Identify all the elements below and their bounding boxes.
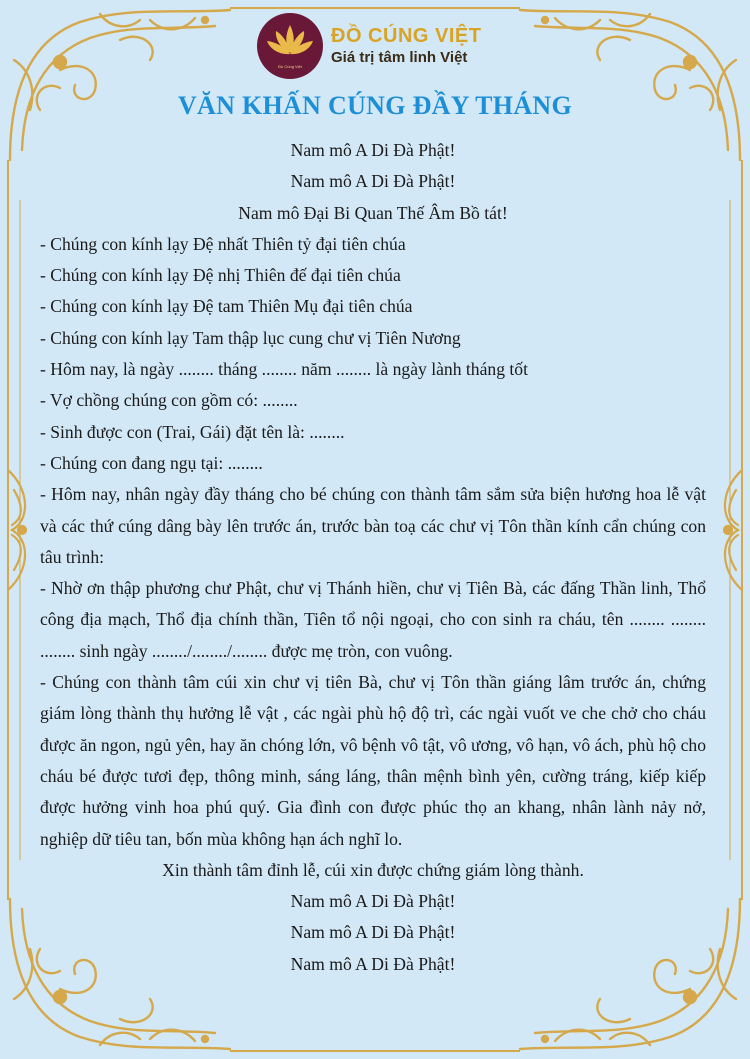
prayer-line: - Vợ chồng chúng con gồm có: ........	[40, 390, 298, 411]
prayer-line: - Chúng con đang ngụ tại: ........	[40, 452, 263, 473]
opening-line: Nam mô A Di Đà Phật!	[290, 171, 456, 192]
brand-name: ĐỒ CÚNG VIỆT	[331, 25, 482, 47]
prayer-paragraph: - Hôm nay, nhân ngày đầy tháng cho bé chúng con thành tâm sắm sửa biện hương hoa lễ vật và các thứ cúng dâng bày lên trước án, trước bàn toạ các chư vị Tôn thần kính cẩn chúng con tâu trình:	[40, 484, 706, 567]
brand-tagline: Giá trị tâm linh Việt	[331, 49, 468, 66]
prayer-line: - Chúng con kính lạy Đệ tam Thiên Mụ đại tiên chúa	[40, 296, 413, 317]
closing-line: Nam mô A Di Đà Phật!	[290, 953, 456, 974]
closing-line: Nam mô A Di Đà Phật!	[290, 922, 456, 943]
closing-line: Nam mô A Di Đà Phật!	[290, 891, 456, 912]
logo-small-text: Đồ Cúng Việt	[278, 64, 302, 69]
prayer-paragraph: - Chúng con thành tâm cúi xin chư vị tiên Bà, chư vị Tôn thần giáng lâm trước án, chứng giám lòng thành thụ hưởng lễ vật , các ngài phù hộ độ trì, các ngài vuốt ve che chở cho cháu được ăn ngon, ngủ yên, hay ăn chóng lớn, vô bệnh vô tật, vô ương, vô hạn, vô ách, phù hộ cho cháu bé được tươi đẹp, thông minh, sáng láng, thân mệnh bình yên, cường tráng, kiếp kiếp được hưởng vinh hoa phú quý. Gia đình con được phúc thọ an khang, nhân lành nảy nở, nghiệp dữ tiêu tan, bốn mùa không hạn ách nghĩ lo.	[40, 672, 706, 849]
lotus-icon	[257, 13, 323, 79]
prayer-line: - Chúng con kính lạy Tam thập lục cung chư vị Tiên Nương	[40, 327, 461, 348]
closing-line: Xin thành tâm đỉnh lễ, cúi xin được chứng giám lòng thành.	[162, 859, 584, 880]
prayer-line: - Chúng con kính lạy Đệ nhị Thiên đế đại tiên chúa	[40, 265, 401, 286]
page-title: VĂN KHẤN CÚNG ĐẦY THÁNG	[177, 91, 573, 120]
brand-logo	[257, 12, 481, 80]
prayer-line: - Sinh được con (Trai, Gái) đặt tên là: ........	[40, 421, 345, 442]
prayer-line: - Chúng con kính lạy Đệ nhất Thiên tỷ đại tiên chúa	[40, 233, 406, 254]
opening-line: Nam mô A Di Đà Phật!	[290, 140, 456, 160]
prayer-line: - Hôm nay, là ngày ........ tháng ........ năm ........ là ngày lành tháng tốt	[40, 359, 528, 380]
prayer-paragraph: - Nhờ ơn thập phương chư Phật, chư vị Thánh hiền, chư vị Tiên Bà, các đấng Thần linh, Thổ công địa mạch, Thổ địa chính thần, Tiên tổ nội ngoại, cho con sinh ra cháu, tên ........ ........ ........ sinh ngày ......../......../........ được mẹ tròn, con vuông.	[40, 578, 706, 661]
prayer-text	[40, 135, 706, 980]
opening-line: Nam mô Đại Bi Quan Thế Âm Bồ tát!	[238, 202, 508, 223]
